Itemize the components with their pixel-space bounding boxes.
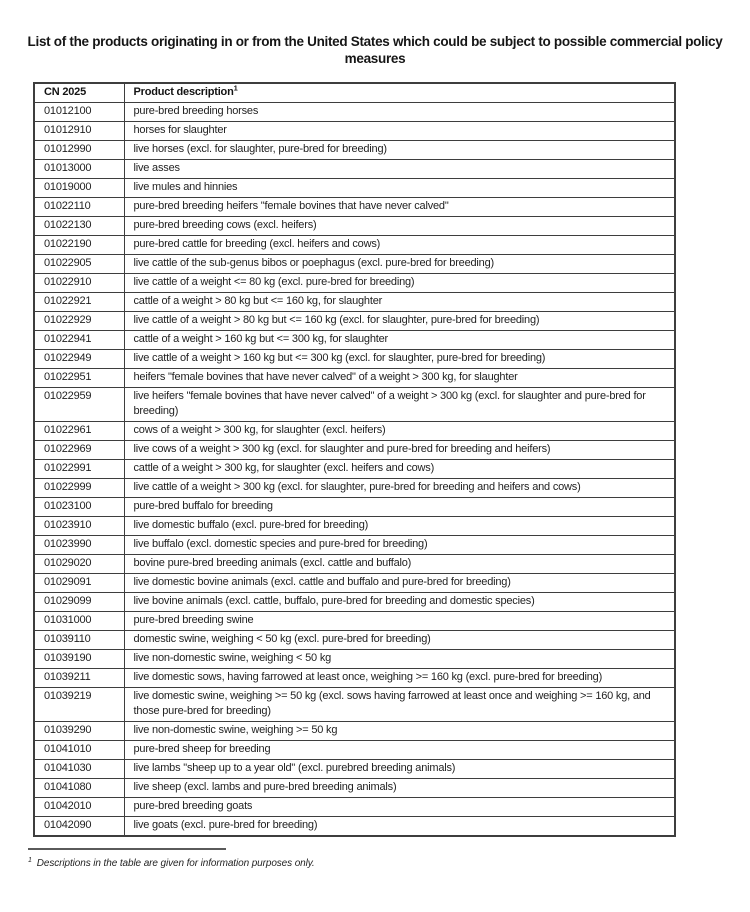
table-row [34,555,675,574]
footnote-text [28,858,750,869]
cn-code-cell: 01029091 [34,574,124,593]
table-row [34,441,675,460]
product-description-cell: live cattle of a weight <= 80 kg (excl. pure-bred for breeding) [124,274,675,293]
cn-code-cell: 01022929 [34,312,124,331]
cn-code-cell: 01022991 [34,460,124,479]
table-row [34,722,675,741]
cn-code-cell: 01022130 [34,217,124,236]
table-row [34,198,675,217]
cn-code-cell: 01022190 [34,236,124,255]
table-row [34,388,675,422]
cn-code-cell: 01022941 [34,331,124,350]
table-row [34,293,675,312]
product-description-cell: live horses (excl. for slaughter, pure-bred for breeding) [124,141,675,160]
table-header-row [34,83,675,103]
cn-code-header-label: CN 2025 [44,86,87,98]
cn-code-cell: 01012990 [34,141,124,160]
products-table [33,82,676,837]
cn-code-cell: 01039110 [34,631,124,650]
header-footnote-ref: 1 [233,83,238,93]
table-row [34,498,675,517]
cn-code-cell: 01041010 [34,741,124,760]
cn-code-cell: 01022969 [34,441,124,460]
cn-code-cell: 01012910 [34,122,124,141]
table-row [34,574,675,593]
page-title: List of the products originating in or from the United States which could be subject to possible commercial policy measures [27,34,723,66]
cn-code-cell: 01029020 [34,555,124,574]
product-description-cell: live domestic sows, having farrowed at least once, weighing >= 160 kg (excl. pure-bred for breeding) [124,669,675,688]
product-description-cell: pure-bred sheep for breeding [124,741,675,760]
table-row [34,760,675,779]
product-description-cell: live cows of a weight > 300 kg (excl. for slaughter and pure-bred for breeding and heifers) [124,441,675,460]
product-description-cell: live heifers "female bovines that have never calved" of a weight > 300 kg (excl. for slaughter and pure-bred for breeding) [124,388,675,422]
cn-code-cell: 01039290 [34,722,124,741]
table-row [34,460,675,479]
cn-code-cell: 01012100 [34,103,124,122]
cn-code-cell: 01013000 [34,160,124,179]
product-description-header [124,83,675,103]
table-row [34,331,675,350]
product-description-cell: pure-bred breeding horses [124,103,675,122]
product-description-cell: horses for slaughter [124,122,675,141]
table-row [34,631,675,650]
product-description-cell: cattle of a weight > 300 kg, for slaughter (excl. heifers and cows) [124,460,675,479]
product-description-cell: live non-domestic swine, weighing < 50 kg [124,650,675,669]
product-description-cell: domestic swine, weighing < 50 kg (excl. pure-bred for breeding) [124,631,675,650]
product-description-cell: bovine pure-bred breeding animals (excl. cattle and buffalo) [124,555,675,574]
table-row [34,274,675,293]
cn-code-cell: 01022999 [34,479,124,498]
table-row [34,798,675,817]
product-description-cell: pure-bred breeding goats [124,798,675,817]
cn-code-cell: 01022961 [34,422,124,441]
table-row [34,517,675,536]
product-description-cell: live non-domestic swine, weighing >= 50 kg [124,722,675,741]
table-row [34,688,675,722]
table-row [34,593,675,612]
table-row [34,179,675,198]
product-description-cell: live goats (excl. pure-bred for breeding) [124,817,675,837]
table-row [34,479,675,498]
cn-code-cell: 01042090 [34,817,124,837]
cn-code-cell: 01022921 [34,293,124,312]
cn-code-cell: 01023910 [34,517,124,536]
cn-code-cell: 01022949 [34,350,124,369]
product-description-cell: pure-bred buffalo for breeding [124,498,675,517]
footnote [28,848,750,869]
table-row [34,312,675,331]
cn-code-cell: 01041080 [34,779,124,798]
table-row [34,236,675,255]
table-row [34,122,675,141]
product-description-cell: live cattle of a weight > 160 kg but <= 300 kg (excl. for slaughter, pure-bred for breeding) [124,350,675,369]
table-row [34,103,675,122]
table-row [34,141,675,160]
product-description-cell: live mules and hinnies [124,179,675,198]
products-table-body [34,103,675,837]
product-description-cell: pure-bred breeding heifers "female bovines that have never calved" [124,198,675,217]
table-row [34,217,675,236]
cn-code-cell: 01019000 [34,179,124,198]
product-description-cell: live lambs "sheep up to a year old" (excl. purebred breeding animals) [124,760,675,779]
table-row [34,650,675,669]
cn-code-header [34,83,124,103]
cn-code-cell: 01039211 [34,669,124,688]
table-row [34,350,675,369]
cn-code-cell: 01022905 [34,255,124,274]
table-row [34,612,675,631]
cn-code-cell: 01022110 [34,198,124,217]
product-description-cell: live domestic swine, weighing >= 50 kg (excl. sows having farrowed at least once and weighing >= 160 kg, and those pure-bred for breeding) [124,688,675,722]
product-description-cell: pure-bred breeding swine [124,612,675,631]
product-description-cell: pure-bred breeding cows (excl. heifers) [124,217,675,236]
table-row [34,422,675,441]
table-row [34,817,675,837]
cn-code-cell: 01022910 [34,274,124,293]
footnote-body: Descriptions in the table are given for information purposes only. [36,858,315,869]
table-row [34,669,675,688]
cn-code-cell: 01042010 [34,798,124,817]
cn-code-cell: 01029099 [34,593,124,612]
table-row [34,779,675,798]
product-description-cell: cattle of a weight > 160 kg but <= 300 kg, for slaughter [124,331,675,350]
cn-code-cell: 01039190 [34,650,124,669]
product-description-cell: live asses [124,160,675,179]
cn-code-cell: 01031000 [34,612,124,631]
product-description-header-label: Product description [133,86,234,98]
product-description-cell: live buffalo (excl. domestic species and pure-bred for breeding) [124,536,675,555]
cn-code-cell: 01023990 [34,536,124,555]
cn-code-cell: 01022951 [34,369,124,388]
product-description-cell: live sheep (excl. lambs and pure-bred breeding animals) [124,779,675,798]
cn-code-cell: 01023100 [34,498,124,517]
cn-code-cell: 01022959 [34,388,124,422]
product-description-cell: cattle of a weight > 80 kg but <= 160 kg, for slaughter [124,293,675,312]
table-row [34,741,675,760]
product-description-cell: live cattle of the sub-genus bibos or poephagus (excl. pure-bred for breeding) [124,255,675,274]
product-description-cell: live domestic bovine animals (excl. cattle and buffalo and pure-bred for breeding) [124,574,675,593]
table-row [34,369,675,388]
product-description-cell: heifers "female bovines that have never calved" of a weight > 300 kg, for slaughter [124,369,675,388]
table-row [34,255,675,274]
product-description-cell: live bovine animals (excl. cattle, buffalo, pure-bred for breeding and domestic species) [124,593,675,612]
product-description-cell: live cattle of a weight > 80 kg but <= 160 kg (excl. for slaughter, pure-bred for breeding) [124,312,675,331]
product-description-cell: cows of a weight > 300 kg, for slaughter (excl. heifers) [124,422,675,441]
footnote-ref: 1 [28,856,32,864]
table-row [34,536,675,555]
product-description-cell: pure-bred cattle for breeding (excl. heifers and cows) [124,236,675,255]
product-description-cell: live domestic buffalo (excl. pure-bred for breeding) [124,517,675,536]
table-row [34,160,675,179]
footnote-separator-rule [28,848,226,850]
cn-code-cell: 01041030 [34,760,124,779]
cn-code-cell: 01039219 [34,688,124,722]
product-description-cell: live cattle of a weight > 300 kg (excl. for slaughter, pure-bred for breeding and heifers and cows) [124,479,675,498]
